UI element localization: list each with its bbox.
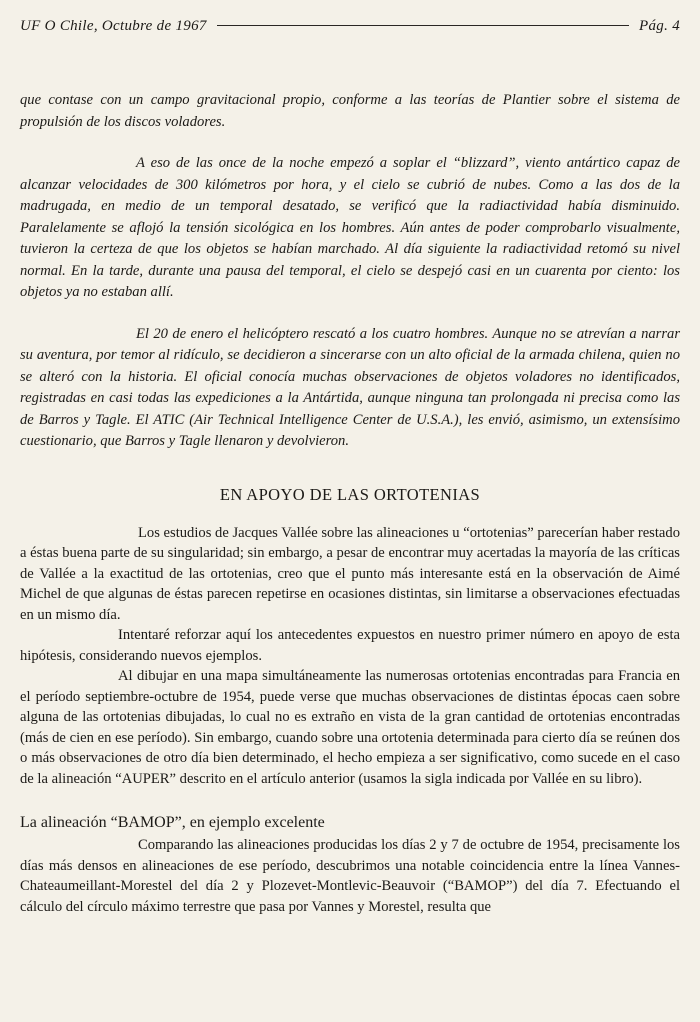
subsection-body [20,835,680,917]
subsection-paragraph-1: Comparando las alineaciones producidas los días 2 y 7 de octubre de 1954, precisamente los días más densos en alineaciones de ese período, descubrimos una notable coincidencia entre la línea Vannes-Chateaumeillant-Morestel del día 2 y Plozevet-Montlevic-Beauvoir (“BAMOP”) del día 7. Efectuando el cálculo del círculo máximo terrestre que pasa por Vannes y Morestel, resulta que [20,837,680,915]
continuation-paragraph: que contase con un campo gravitacional propio, conforme a las teorías de Plantier sobre el sistema de propulsión de los discos voladores. [20,92,680,130]
section-title: EN APOYO DE LAS ORTOTENIAS [219,484,481,504]
section-paragraph-2: Intentaré reforzar aquí los antecedentes expuestos en nuestro primer número en apoyo de esta hipótesis, considerando nuevos ejemplos. [20,627,680,664]
page-header [20,18,680,40]
section-body [20,523,680,790]
section-paragraph-1: Los estudios de Jacques Vallée sobre las alineaciones u “ortotenias” parecerían haber restado a éstas buena parte de su singularidad; sin embargo, a pesar de encontrar muy acertadas la mayoría de las críticas de Vallée a la exactitud de las ortotenias, creo que el punto más interesante está en la observación de Aimé Michel de que algunas de éstas parecen repetirse en ocasiones distintas, sin limitarse a observaciones efectuadas en un mismo día. [20,524,680,623]
blizzard-paragraph: A eso de las once de la noche empezó a soplar el “blizzard”, viento antártico capaz de alcanzar velocidades de 300 kilómetros por hora, y el cielo se cubrió de nubes. Como a las dos de la madrugada, en medio de un temporal desatado, se verificó que la radiactividad había disminuido. Paralelamente se aflojó la tensión sicológica en los hombres. Aún antes de poder comprobarlo visualmente, tuvieron la certeza de que los objetos se habían marchado. Al día siguiente la radiactividad retomó su nivel normal. En la tarde, durante una pausa del temporal, el cielo se despejó casi en un cuarenta por ciento: los objetos ya no estaban allí. [20,155,680,300]
header-title: UF O Chile, Octubre de 1967 [20,18,207,34]
italic-story-block [20,90,680,453]
header-rule [217,25,629,26]
section-paragraph-3: Al dibujar en una mapa simultáneamente las numerosas ortotenias encontradas para Francia en el período septiembre-octubre de 1954, puede verse que muchas observaciones de distintas épocas caen sobre alguna de las ortotenias dibujadas, lo cual no es extraño en vista de la gran cantidad de ortotenias encontradas (más de cien en ese período). Sin embargo, cuando sobre una ortotenia determinada para cierto día se reúnen dos o más observaciones de otro día bien determinado, el hecho empieza a ser significativo, como sucede en el caso de la alineación “AUPER” descrito en el artículo anterior (usamos la sigla indicada por Vallée en su libro). [20,668,680,787]
subheading: La alineación “BAMOP”, en ejemplo excelente [20,814,325,831]
rescue-paragraph: El 20 de enero el helicóptero rescató a los cuatro hombres. Aunque no se atrevían a narrar su aventura, por temor al ridículo, se decidieron a sincerarse con un alto oficial de la armada chilena, quien no se alteró con la historia. El oficial conocía muchas observaciones de objetos voladores no identificados, registradas en casi todas las expediciones a la Antártida, aunque ninguna tan prolongada ni precisa como las de Barros y Tagle. El ATIC (Air Technical Intelligence Center de U.S.A.), les envió, asimismo, un extensísimo cuestionario, que Barros y Tagle llenaron y devolvieron. [20,325,680,449]
page-number: Pág. 4 [639,18,680,34]
